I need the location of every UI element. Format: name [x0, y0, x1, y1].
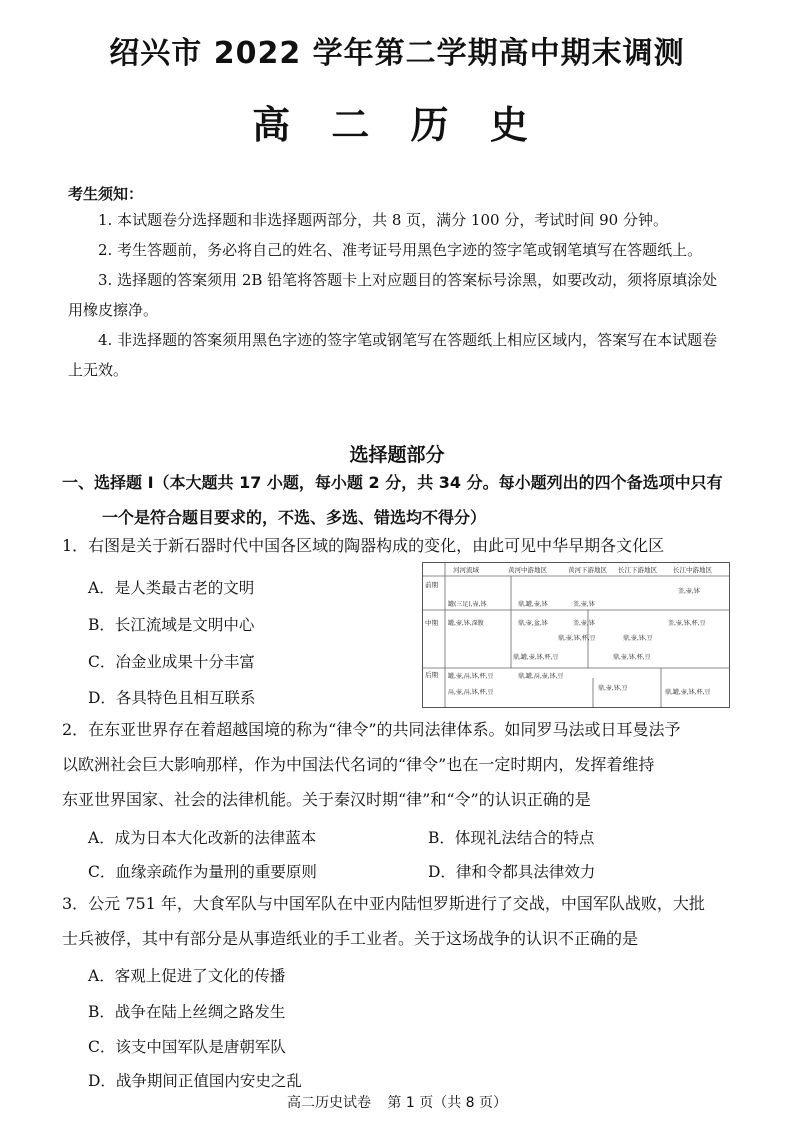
figure-row-header: 后期 — [425, 671, 438, 679]
figure-cell: 鼎,罐,鬲,壶,钵,豆 — [518, 673, 564, 680]
question-text-line: 士兵被俘，其中有部分是从事造纸业的手工业者。关于这场战争的认识不正确的是 — [62, 929, 639, 948]
option-a: A．成为日本大化改新的法律蓝本 — [88, 829, 317, 847]
figure-cell: 鼎,罐,壶,钵 — [518, 601, 548, 608]
page-footer — [0, 1092, 794, 1112]
figure-cell: 鼎,壶,钵,杯,豆 — [613, 654, 651, 661]
figure-cell: 鼎,壶,钵,豆 — [623, 635, 653, 642]
question-3 — [62, 886, 732, 956]
exam-title: 绍兴市 2022 学年第二学期高中期末调测 — [109, 36, 685, 71]
subject-title: 高 二 历 史 — [252, 103, 542, 147]
question-text-line: 以欧洲社会巨大影响那样，作为中国法代名词的“律令”也在一定时期内，发挥着维持 — [62, 755, 655, 774]
figure-cell: 釜,壶,钵 — [678, 588, 700, 595]
option-c: C．冶金业成果十分丰富 — [88, 653, 255, 671]
figure-col-header: 长江中游地区 — [673, 566, 712, 574]
option-c: C．该支中国军队是唐朝军队 — [88, 1038, 286, 1056]
option-d: D．律和令都具法律效力 — [428, 863, 596, 881]
notice-item: 3. 选择题的答案须用 2B 铅笔将答题卡上对应题目的答案标号涂黑，如要改动，须将原填涂处用橡皮擦净。 — [68, 271, 718, 319]
figure-cell: 罐,壶,鬲,钵,杯,豆 — [448, 673, 494, 680]
part-heading-line: 一、选择题 I（本大题共 17 小题，每小题 2 分，共 34 分。每小题列出的四个备选项中只有 — [62, 473, 723, 492]
figure-cell: 鼎,壶,钵,杯,豆 — [558, 635, 596, 642]
figure-col-header: 长江下游地区 — [618, 566, 657, 574]
footer-page-number: 第 1 页（共 8 页） — [387, 1095, 508, 1111]
question-text-line: 东亚世界国家、社会的法律机能。关于秦汉时期“律”和“令”的认识正确的是 — [62, 790, 591, 809]
question-2 — [62, 712, 732, 817]
figure-cell: 罐(三足),壶,钵 — [448, 601, 487, 608]
figure-cell: 鼎,罐,壶,钵,杯,豆 — [665, 689, 711, 696]
option-b: B．长江流域是文明中心 — [88, 616, 255, 634]
figure-cell: 鼎,壶,钵,豆 — [598, 685, 628, 692]
part-heading-line: 一个是符合题目要求的，不选、多选、错选均不得分） — [102, 508, 487, 527]
figure-cell: 釜,壶,钵,杯,豆 — [668, 620, 706, 627]
question-text-line: 3．公元 751 年，大食军队与中国军队在中亚内陆怛罗斯进行了交战，中国军队战败，大批 — [62, 894, 705, 913]
figure-row-header: 中期 — [425, 619, 438, 627]
figure-cell: 鼎,罐,壶,钵,杯,豆 — [513, 654, 559, 661]
notice-list — [68, 205, 730, 385]
notice-item: 2. 考生答题前，务必将自己的姓名、准考证号用黑色字迹的签字笔或钢笔填写在答题纸上。 — [98, 241, 703, 259]
figure-col-header: 黄河下游地区 — [568, 566, 607, 574]
option-a: A．是人类最古老的文明 — [88, 579, 255, 597]
option-b: B．体现礼法结合的特点 — [428, 829, 595, 847]
figure-cell: 釜,壶,钵 — [573, 601, 595, 608]
section-title: 选择题部分 — [349, 444, 445, 466]
question-text: 1．右图是关于新石器时代中国各区域的陶器构成的变化，由此可见中华早期各文化区 — [62, 536, 665, 555]
notice-heading: 考生须知： — [68, 185, 144, 203]
figure-cell: 鬲,壶,鬲,钵,杯,豆 — [448, 689, 494, 696]
option-c: C．血缘亲疏作为量刑的重要原则 — [88, 863, 317, 881]
option-a: A．客观上促进了文化的传播 — [88, 967, 286, 985]
option-d: D．战争期间正值国内安史之乱 — [88, 1072, 302, 1090]
footer-subject: 高二历史试卷 — [286, 1095, 371, 1111]
option-d: D．各具特色且相互联系 — [88, 689, 256, 707]
part-heading — [62, 465, 732, 535]
figure-col-header: 河河流域 — [453, 566, 479, 574]
figure-cell: 鼎,壶,盆,钵 — [518, 620, 548, 627]
question-text-line: 2．在东亚世界存在着超越国境的称为“律令”的共同法律体系。如同罗马法或日耳曼法予 — [62, 720, 681, 739]
notice-item: 1. 本试题卷分选择题和非选择题两部分，共 8 页，满分 100 分，考试时间 90 分钟。 — [98, 211, 668, 229]
figure-cell: 罐,壶,钵,深腹 — [448, 620, 484, 627]
pottery-figure — [422, 562, 730, 708]
figure-cell: 釜,壶,钵 — [573, 620, 595, 627]
notice-item: 4. 非选择题的答案须用黑色字迹的签字笔或钢笔写在答题纸上相应区域内，答案写在本试题卷上无效。 — [68, 331, 718, 379]
question-1 — [62, 528, 732, 563]
figure-col-header: 黄河中游地区 — [508, 566, 547, 574]
option-b: B．战争在陆上丝绸之路发生 — [88, 1003, 286, 1021]
figure-row-header: 前期 — [425, 581, 438, 589]
